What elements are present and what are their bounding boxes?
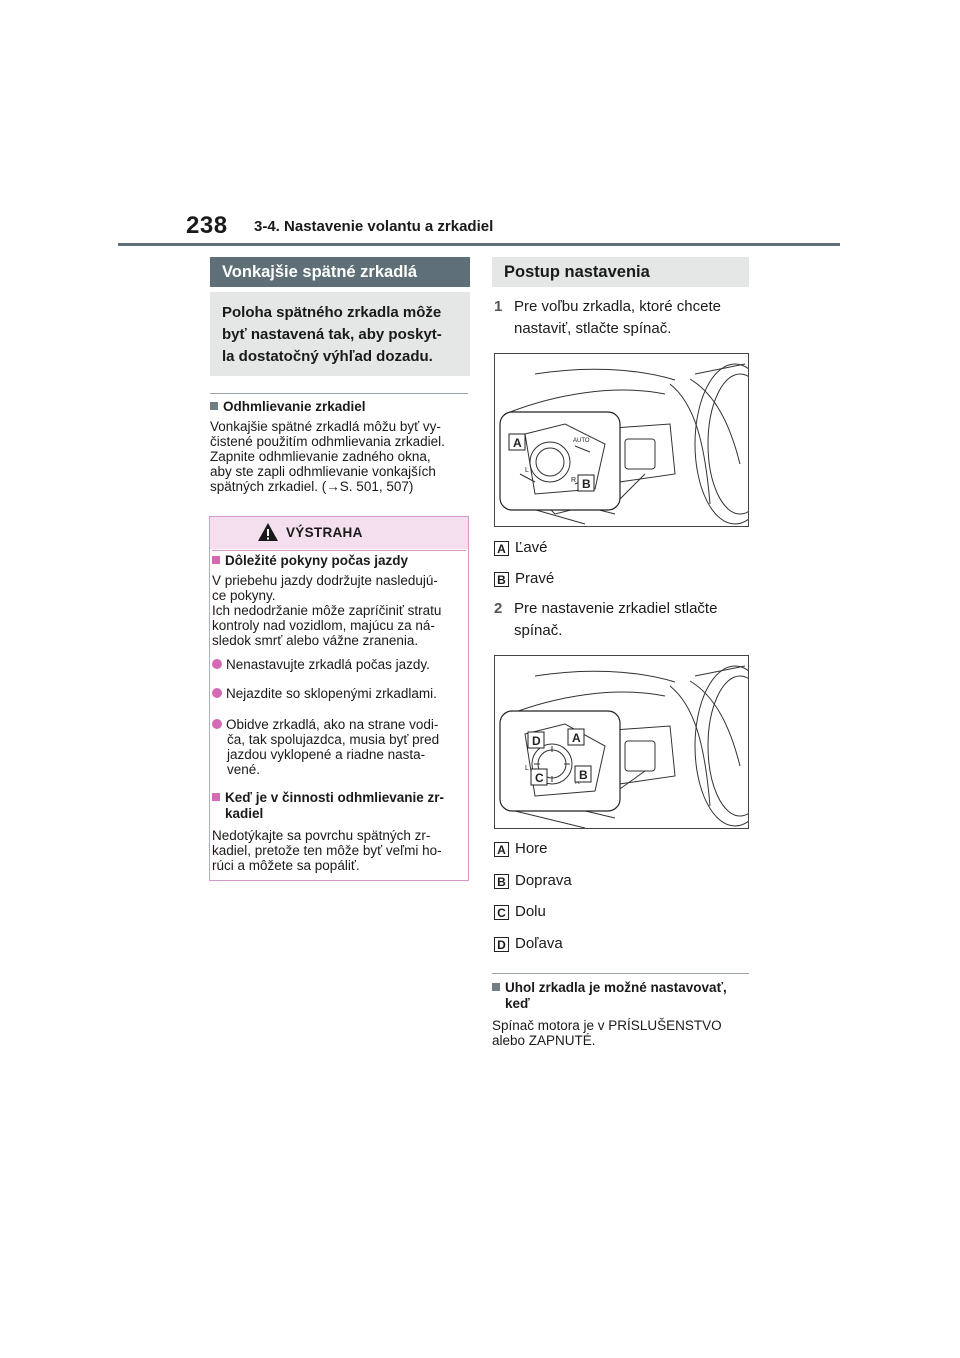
bullet-dot-icon [212, 719, 222, 729]
legend-key: D [494, 937, 509, 952]
callout-a: A [513, 436, 522, 450]
callout-b: B [579, 768, 588, 782]
legend-item: B Doprava [494, 872, 572, 889]
divider [492, 973, 749, 974]
warning-title: VÝSTRAHA [286, 525, 363, 540]
legend-item: D Doľava [494, 935, 563, 952]
intro-line: byť nastavená tak, aby poskyt- [222, 326, 442, 343]
legend-item: B Pravé [494, 570, 554, 587]
mirror-switch-illustration [495, 656, 749, 829]
warning-separator [212, 550, 466, 551]
callout-c: C [535, 771, 544, 785]
legend-key: A [494, 541, 509, 556]
bullet-dot-icon [212, 688, 222, 698]
warning-bullet: Nejazdite so sklopenými zrkadlami. [212, 686, 437, 701]
legend-item: A Hore [494, 840, 548, 857]
section-title-mirrors: Vonkajšie spätné zrkadlá [210, 257, 470, 287]
callout-d: D [532, 734, 541, 748]
warning-paragraph: Nedotýkajte sa povrchu spätných zr- kadiel, pretože ten môže byť veľmi ho- rúci a môžete sa popáliť. [212, 828, 442, 873]
section-title-procedure: Postup nastavenia [492, 257, 749, 287]
legend-item: A Ľavé [494, 539, 548, 556]
warning-heading-driving: Dôležité pokyny počas jazdy [212, 553, 408, 568]
square-bullet-icon [492, 983, 500, 991]
intro-line: Poloha spätného zrkadla môže [222, 304, 442, 321]
warning-triangle-icon [257, 522, 279, 542]
divider [210, 393, 468, 394]
auto-label: AUTO [573, 438, 590, 444]
warning-bullet: Obidve zrkadlá, ako na strane vodi- ča, tak spolujazdca, musia byť pred jazdou vyklopené a riadne nasta- vené. [212, 717, 439, 777]
step-2: 2 Pre nastavenie zrkadiel stlačte spínač. [494, 600, 718, 639]
figure-mirror-adjust [494, 655, 749, 829]
warning-bullet: Nenastavujte zrkadlá počas jazdy. [212, 657, 430, 672]
figure-mirror-select [494, 353, 749, 527]
square-bullet-icon [212, 793, 220, 801]
intro-box [210, 292, 470, 376]
legend-item: C Dolu [494, 903, 546, 920]
angle-heading: Uhol zrkadla je možné nastavovať, keď [492, 980, 727, 1012]
legend-key: B [494, 874, 509, 889]
mirror-switch-illustration [495, 354, 749, 527]
chapter-title: 3-4. Nastavenie volantu a zrkadiel [254, 218, 494, 235]
square-bullet-icon [210, 402, 218, 410]
warning-paragraph: V priebehu jazdy dodržujte nasledujú- ce pokyny. Ich nedodržanie môže zapríčiniť stratu kontroly nad vozidlom, majúcu za ná- sledok smrť alebo vážne zranenia. [212, 573, 442, 648]
header-rule [118, 243, 840, 246]
square-bullet-icon [212, 556, 220, 564]
intro-line: la dostatočný výhľad dozadu. [222, 348, 433, 365]
page-number: 238 [186, 212, 228, 239]
defog-heading: Odhmlievanie zrkadiel [210, 399, 366, 414]
left-switch-label: L [525, 467, 529, 474]
right-switch-label: R [571, 477, 577, 484]
left-switch-label: L [525, 765, 529, 772]
callout-b: B [582, 477, 591, 491]
bullet-dot-icon [212, 659, 222, 669]
legend-key: C [494, 905, 509, 920]
callout-a: A [572, 731, 581, 745]
legend-key: A [494, 842, 509, 857]
step-1: 1 Pre voľbu zrkadla, ktoré chcete nastaviť, stlačte spínač. [494, 298, 721, 337]
legend-key: B [494, 572, 509, 587]
angle-text: Spínač motora je v PRÍSLUŠENSTVO alebo ZAPNUTÉ. [492, 1018, 722, 1048]
warning-heading-defog: Keď je v činnosti odhmlievanie zr- kadiel [212, 790, 444, 822]
defog-text: Vonkajšie spätné zrkadlá môžu byť vy- čistené použitím odhmlievania zrkadiel. Zapnite odhmlievanie zadného okna, aby ste zapli odhmlievanie vonkajších spätných zrkadiel. (→S. 501, 507) [210, 419, 445, 494]
